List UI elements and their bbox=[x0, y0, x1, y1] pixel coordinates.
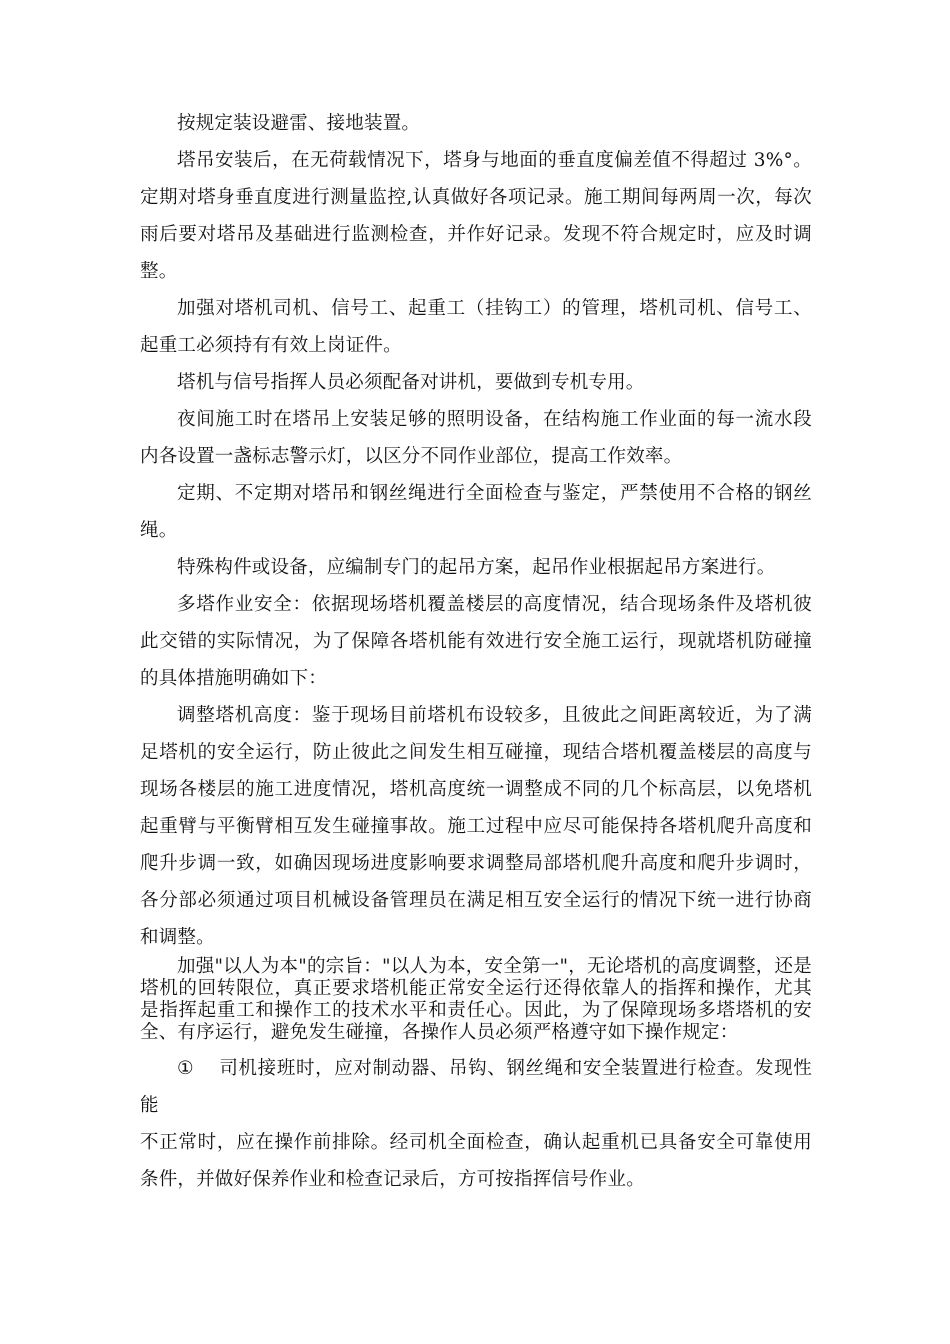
paragraph-verticality: 塔吊安装后，在无荷载情况下，塔身与地面的垂直度偏差值不得超过 3%°。定期对塔身垂直度进行测量监控,认真做好各项记录。施工期间每两周一次，每次雨后要对塔吊及基础进行监测检查，并作好记录。发现不符合规定时，应及时调整。 bbox=[140, 150, 812, 282]
list-item-1 bbox=[140, 1050, 812, 1124]
paragraph-inspection: 定期、不定期对塔吊和钢丝绳进行全面检查与鉴定，严禁使用不合格的钢丝绳。 bbox=[140, 483, 812, 541]
paragraph-lightning: 按规定装设避雷、接地装置。 bbox=[177, 113, 421, 134]
document-body bbox=[140, 105, 812, 1198]
paragraph-personnel: 加强对塔机司机、信号工、起重工（挂钩工）的管理，塔机司机、信号工、起重工必须持有有效上岗证件。 bbox=[140, 298, 812, 356]
paragraph-multi-tower: 多塔作业安全：依据现场塔机覆盖楼层的高度情况，结合现场条件及塔机彼此交错的实际情况，为了保障各塔机能有效进行安全施工运行，现就塔机防碰撞的具体措施明确如下： bbox=[140, 594, 812, 689]
list-item-text: 司机接班时，应对制动器、吊钩、钢丝绳和安全装置进行检查。发现性能 bbox=[140, 1058, 812, 1116]
paragraph-people-first: 加强"以人为本"的宗旨："以人为本，安全第一"，无论塔机的高度调整，还是塔机的回转限位，真正要求塔机能正常安全运行还得依靠人的指挥和操作，尤其是指挥起重工和操作工的技术水平和责任心。因此，为了保障现场多塔塔机的安全、有序运行，避免发生碰撞，各操作人员必须严格遵守如下操作规定： bbox=[140, 956, 812, 1043]
paragraph-height-adjust: 调整塔机高度：鉴于现场目前塔机布设较多，且彼此之间距离较近，为了满足塔机的安全运行，防止彼此之间发生相互碰撞，现结合塔机覆盖楼层的高度与现场各楼层的施工进度情况，塔机高度统一调整成不同的几个标高层，以免塔机起重臂与平衡臂相互发生碰撞事故。施工过程中应尽可能保持各塔机爬升高度和爬升步调一致，如确因现场进度影响要求调整局部塔机爬升高度和爬升步调时，各分部必须通过项目机械设备管理员在满足相互安全运行的情况下统一进行协商和调整。 bbox=[140, 705, 812, 948]
paragraph-lighting: 夜间施工时在塔吊上安装足够的照明设备，在结构施工作业面的每一流水段内各设置一盏标志警示灯，以区分不同作业部位，提高工作效率。 bbox=[140, 409, 812, 467]
list-marker: ① bbox=[177, 1058, 194, 1079]
paragraph-lifting-plan: 特殊构件或设备，应编制专门的起吊方案，起吊作业根据起吊方案进行。 bbox=[177, 557, 776, 578]
list-item-1-continuation: 不正常时，应在操作前排除。经司机全面检查，确认起重机已具备安全可靠使用条件，并做好保养作业和检查记录后，方可按指挥信号作业。 bbox=[140, 1132, 812, 1190]
paragraph-radio: 塔机与信号指挥人员必须配备对讲机，要做到专机专用。 bbox=[177, 372, 645, 393]
